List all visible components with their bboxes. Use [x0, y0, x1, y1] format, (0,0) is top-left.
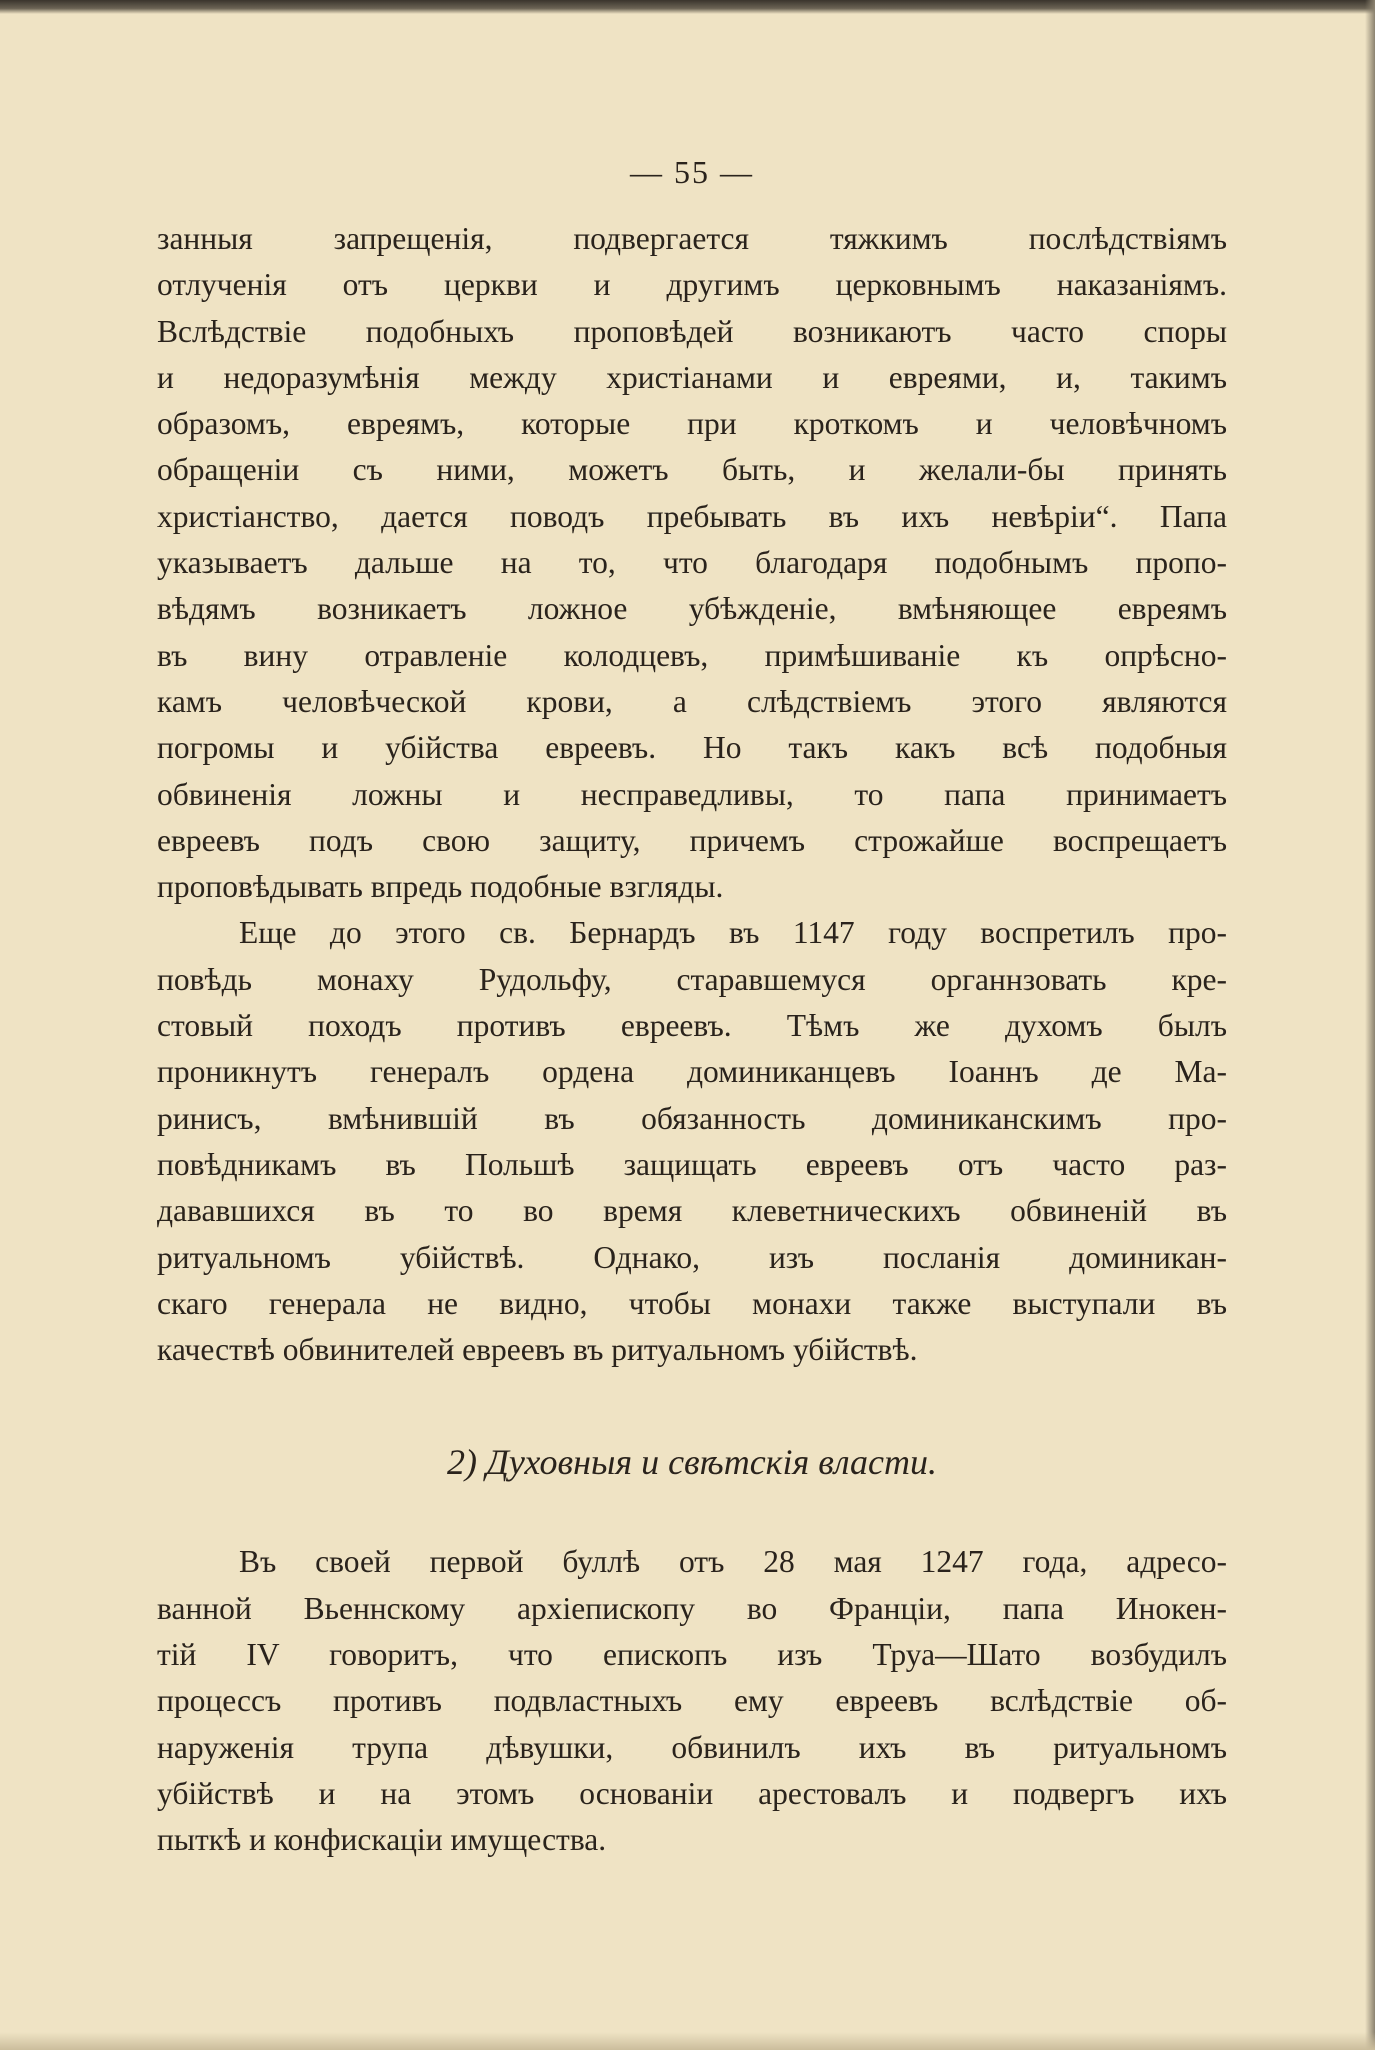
text-line: пыткѣ и конфискаціи имущества. — [157, 1822, 607, 1858]
section-heading: 2) Духовныя и свѣтскія власти. — [447, 1442, 937, 1483]
text-line: дававшихся въ то во время клеветническихъ обвиненій въ — [157, 1193, 1227, 1229]
text-line: процессъ противъ подвластныхъ ему евреевъ вслѣдствіе об- — [157, 1683, 1227, 1719]
paragraph-2 — [157, 910, 1227, 1373]
text-line: наруженія трупа дѣвушки, обвинилъ ихъ въ ритуальномъ — [157, 1729, 1227, 1765]
scan-edge-right — [1365, 0, 1375, 2050]
text-line: ритуальномъ убійствѣ. Однако, изъ посланія доминикан- — [157, 1239, 1227, 1275]
text-line: стовый походъ противъ евреевъ. Тѣмъ же духомъ былъ — [157, 1008, 1227, 1044]
book-page — [157, 150, 1227, 1864]
text-line: ринисъ, вмѣнившій въ обязанность доминиканскимъ про- — [157, 1100, 1227, 1136]
text-line: повѣдь монаху Рудольфу, старавшемуся органнзовать кре- — [157, 961, 1227, 997]
text-line: качествѣ обвинителей евреевъ въ ритуальномъ убійствѣ. — [157, 1332, 918, 1368]
text-line: проповѣдывать впредь подобные взгляды. — [157, 869, 724, 905]
text-line: въ вину отравленіе колодцевъ, примѣшиваніе къ опрѣсно- — [157, 637, 1227, 673]
text-line: обращеніи съ ними, можетъ быть, и желали-бы принять — [157, 452, 1227, 488]
scan-edge-bottom — [0, 2032, 1375, 2050]
text-line: указываетъ дальше на то, что благодаря подобнымъ пропо- — [157, 545, 1227, 581]
text-line: занныя запрещенія, подвергается тяжкимъ послѣдствіямъ — [157, 221, 1227, 256]
paragraph-1 — [157, 216, 1227, 910]
text-line: камъ человѣческой крови, а слѣдствіемъ этого являются — [157, 683, 1227, 719]
text-line: ванной Вьеннскому архіепископу во Франціи, папа Инокен- — [157, 1590, 1227, 1626]
text-line: погромы и убійства евреевъ. Но такъ какъ всѣ подобныя — [157, 730, 1227, 766]
text-line: евреевъ подъ свою защиту, причемъ строжайше воспрещаетъ — [157, 822, 1227, 858]
text-line: христіанство, дается поводъ пребывать въ ихъ невѣріи“. Папа — [157, 498, 1227, 534]
text-line: повѣдникамъ въ Польшѣ защищать евреевъ отъ часто раз- — [157, 1146, 1227, 1182]
text-line: скаго генерала не видно, чтобы монахи также выступали въ — [157, 1285, 1227, 1321]
text-line: и недоразумѣнія между христіанами и евреями, и, такимъ — [157, 359, 1227, 395]
text-line: обвиненія ложны и несправедливы, то папа принимаетъ — [157, 776, 1227, 812]
text-line: образомъ, евреямъ, которые при кроткомъ и человѣчномъ — [157, 406, 1227, 442]
scan-edge-top — [0, 0, 1375, 14]
text-line: проникнутъ генералъ ордена доминиканцевъ Іоаннъ де Ма- — [157, 1054, 1227, 1090]
text-line: отлученія отъ церкви и другимъ церковнымъ наказаніямъ. — [157, 267, 1227, 303]
paragraph-3 — [157, 1539, 1227, 1863]
text-line: тій IV говоритъ, что епископъ изъ Труа—Шато возбудилъ — [157, 1637, 1227, 1673]
text-line: Въ своей первой буллѣ отъ 28 мая 1247 года, адресо- — [239, 1544, 1227, 1580]
text-line: Вслѣдствіе подобныхъ проповѣдей возникаютъ часто споры — [157, 313, 1227, 349]
text-line: Еще до этого св. Бернардъ въ 1147 году воспретилъ про- — [239, 915, 1227, 951]
page-number: — 55 — — [630, 154, 754, 190]
text-line: вѣдямъ возникаетъ ложное убѣжденіе, вмѣняющее евреямъ — [157, 591, 1227, 627]
text-line: убійствѣ и на этомъ основаніи арестовалъ и подвергъ ихъ — [157, 1775, 1227, 1811]
